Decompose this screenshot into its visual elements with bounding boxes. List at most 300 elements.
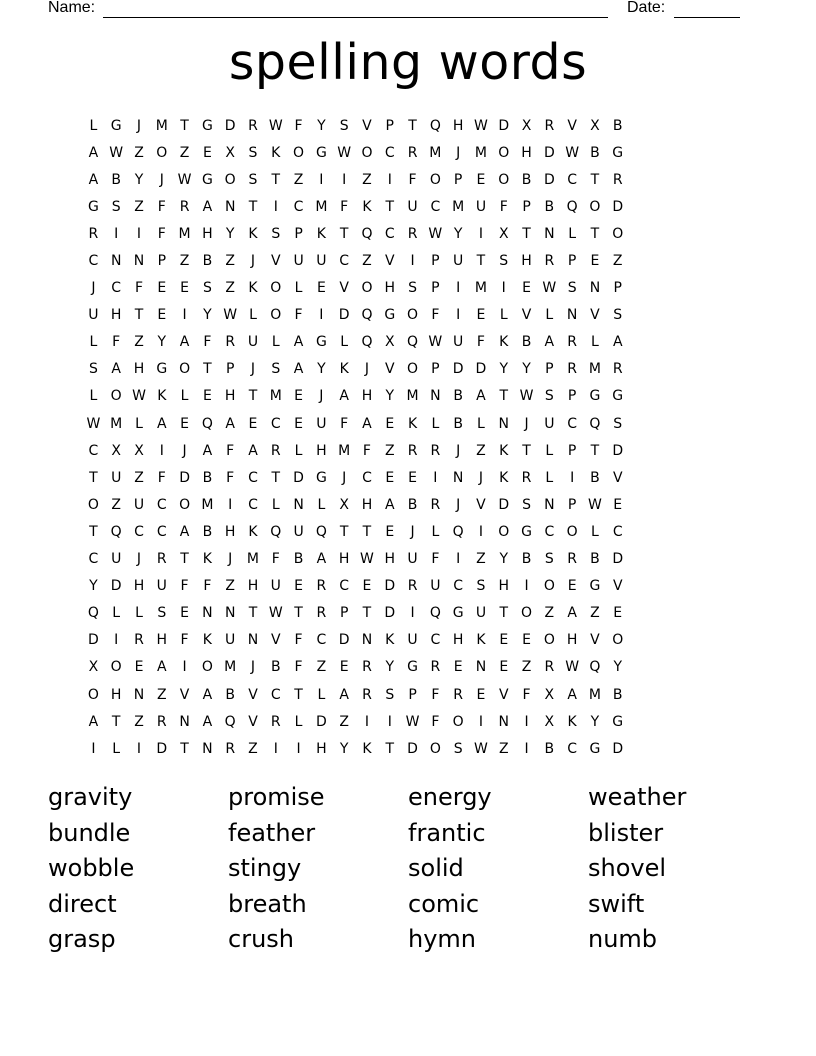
grid-letter: U	[407, 551, 418, 568]
grid-letter: W	[268, 117, 283, 134]
grid-letter: O	[179, 361, 191, 378]
grid-letter: S	[157, 605, 167, 622]
grid-letter: R	[156, 713, 167, 730]
grid-letter: Q	[452, 523, 464, 540]
grid-letter: J	[136, 551, 142, 568]
grid-letter: G	[384, 307, 396, 324]
grid-letter: I	[364, 713, 370, 730]
grid-letter: G	[612, 713, 624, 730]
grid-letter: O	[521, 605, 533, 622]
grid-letter: U	[453, 334, 464, 351]
grid-letter: I	[136, 225, 142, 242]
grid-letter: B	[293, 551, 304, 568]
grid-letter: F	[362, 442, 371, 459]
grid-letter: Z	[362, 171, 372, 188]
grid-letter: F	[180, 632, 189, 649]
grid-letter: Y	[339, 740, 349, 757]
grid-letter: Z	[134, 144, 144, 161]
grid-letter: Z	[156, 686, 167, 703]
grid-letter: T	[180, 740, 189, 757]
grid-letter: E	[453, 659, 463, 676]
grid-letter: H	[224, 388, 236, 405]
grid-letter: T	[89, 523, 98, 540]
grid-letter: T	[248, 605, 258, 622]
grid-letter: B	[111, 171, 121, 188]
grid-letter: O	[87, 686, 99, 703]
grid-letter: V	[362, 117, 372, 134]
grid-letter: U	[225, 632, 236, 649]
grid-letter: G	[452, 605, 464, 622]
grid-letter: C	[567, 415, 578, 432]
grid-letter: E	[157, 307, 167, 324]
grid-letter: V	[270, 632, 281, 649]
grid-letter: L	[431, 415, 440, 432]
grid-letter: I	[159, 442, 164, 459]
grid-letter: W	[474, 117, 488, 134]
grid-letter: J	[319, 388, 324, 405]
grid-letter: T	[89, 469, 98, 486]
grid-row	[82, 681, 629, 708]
grid-letter: C	[156, 523, 167, 540]
grid-letter: M	[269, 388, 282, 405]
grid-letter: R	[179, 198, 190, 215]
grid-letter: S	[385, 686, 395, 703]
grid-letter: X	[134, 442, 144, 459]
grid-letter: I	[478, 523, 484, 540]
grid-letter: H	[452, 632, 464, 649]
grid-letter: L	[568, 225, 577, 242]
grid-letter: E	[362, 578, 372, 595]
grid-letter: N	[202, 605, 213, 622]
grid-letter: P	[522, 198, 531, 215]
grid-letter: W	[474, 740, 488, 757]
grid-letter: C	[362, 469, 372, 486]
grid-letter: U	[156, 578, 167, 595]
grid-letter: G	[612, 144, 624, 161]
grid-letter: P	[225, 361, 235, 378]
grid-letter: W	[428, 334, 443, 351]
grid-row	[82, 491, 629, 518]
grid-letter: Z	[362, 253, 372, 270]
grid-letter: K	[202, 551, 212, 568]
grid-letter: B	[590, 551, 600, 568]
grid-letter: L	[317, 496, 326, 513]
grid-letter: U	[247, 334, 259, 351]
grid-letter: L	[477, 415, 485, 432]
grid-letter: B	[521, 171, 532, 188]
grid-letter: J	[524, 415, 529, 432]
grid-letter: H	[452, 117, 464, 134]
grid-letter: R	[567, 361, 577, 378]
grid-letter: I	[182, 307, 187, 324]
grid-letter: F	[157, 225, 166, 242]
grid-letter: I	[342, 171, 347, 188]
grid-letter: V	[590, 307, 600, 324]
grid-letter: T	[271, 171, 281, 188]
grid-letter: E	[613, 605, 623, 622]
grid-letter: L	[591, 523, 599, 540]
grid-letter: S	[499, 253, 509, 270]
grid-letter: H	[361, 496, 373, 513]
word-column	[408, 780, 588, 958]
word-list-item: blister	[588, 818, 664, 847]
grid-letter: O	[589, 198, 601, 215]
grid-letter: F	[499, 198, 508, 215]
grid-letter: E	[408, 469, 417, 486]
grid-letter: B	[453, 388, 463, 405]
grid-row	[82, 329, 629, 356]
grid-letter: G	[201, 171, 213, 188]
grid-letter: A	[88, 144, 99, 161]
grid-letter: N	[224, 605, 236, 622]
grid-letter: C	[293, 198, 304, 215]
grid-letter: K	[316, 225, 326, 242]
grid-letter: E	[499, 632, 509, 649]
grid-letter: W	[177, 171, 192, 188]
grid-letter: A	[88, 713, 99, 730]
grid-letter: N	[133, 253, 145, 270]
grid-letter: M	[246, 551, 260, 568]
grid-letter: Z	[225, 253, 235, 270]
grid-row	[82, 627, 629, 654]
grid-letter: V	[476, 496, 486, 513]
grid-letter: R	[453, 686, 464, 703]
grid-letter: V	[270, 253, 281, 270]
grid-letter: T	[248, 388, 258, 405]
grid-letter: N	[498, 415, 509, 432]
grid-letter: L	[545, 469, 554, 486]
grid-letter: S	[271, 361, 281, 378]
grid-letter: H	[110, 686, 122, 703]
grid-letter: A	[339, 388, 349, 405]
grid-letter: W	[519, 388, 534, 405]
grid-letter: W	[268, 605, 283, 622]
grid-letter: A	[202, 442, 213, 459]
grid-letter: D	[156, 740, 168, 757]
grid-letter: Y	[89, 578, 98, 595]
word-list-item: direct	[48, 889, 117, 918]
grid-letter: F	[340, 198, 349, 215]
grid-letter: O	[543, 578, 555, 595]
grid-letter: Z	[134, 198, 144, 215]
grid-letter: X	[111, 442, 121, 459]
grid-letter: P	[385, 117, 394, 134]
grid-letter: T	[339, 523, 349, 540]
grid-letter: Z	[339, 713, 349, 730]
grid-letter: L	[294, 713, 303, 730]
grid-letter: U	[430, 578, 441, 595]
grid-letter: V	[498, 686, 509, 703]
grid-letter: Q	[361, 225, 373, 242]
grid-letter: D	[407, 740, 418, 757]
grid-letter: C	[156, 496, 167, 513]
grid-letter: T	[180, 551, 189, 568]
grid-letter: C	[248, 496, 258, 513]
grid-letter: I	[478, 713, 484, 730]
grid-row	[82, 247, 629, 274]
grid-letter: F	[203, 334, 212, 351]
grid-letter: F	[476, 334, 485, 351]
grid-letter: P	[567, 388, 577, 405]
grid-letter: K	[385, 632, 395, 649]
grid-letter: G	[589, 740, 601, 757]
grid-letter: Z	[521, 659, 532, 676]
grid-letter: W	[109, 144, 124, 161]
grid-letter: U	[111, 469, 122, 486]
grid-letter: K	[476, 632, 486, 649]
grid-letter: V	[339, 280, 349, 297]
grid-letter: L	[545, 307, 554, 324]
grid-letter: F	[157, 198, 166, 215]
grid-letter: T	[294, 686, 303, 703]
grid-letter: U	[544, 415, 555, 432]
grid-letter: P	[339, 605, 349, 622]
grid-letter: E	[339, 659, 349, 676]
grid-letter: S	[544, 551, 554, 568]
grid-letter: H	[133, 578, 145, 595]
grid-letter: E	[202, 144, 212, 161]
grid-letter: I	[387, 713, 392, 730]
grid-letter: D	[498, 496, 510, 513]
grid-letter: T	[203, 361, 212, 378]
grid-row	[82, 356, 629, 383]
grid-letter: V	[612, 578, 623, 595]
grid-letter: O	[452, 713, 464, 730]
grid-letter: A	[476, 388, 486, 405]
grid-letter: K	[407, 415, 418, 432]
grid-row	[82, 193, 629, 220]
grid-letter: W	[565, 659, 580, 676]
grid-letter: U	[407, 198, 418, 215]
grid-letter: D	[224, 117, 236, 134]
grid-letter: L	[431, 523, 440, 540]
grid-letter: F	[112, 334, 121, 351]
grid-letter: O	[429, 171, 441, 188]
grid-letter: L	[89, 117, 98, 134]
grid-letter: E	[522, 632, 531, 649]
grid-row	[82, 654, 629, 681]
grid-letter: L	[591, 334, 599, 351]
grid-letter: Y	[522, 361, 531, 378]
grid-letter: U	[407, 632, 418, 649]
word-list-item: weather	[588, 783, 687, 811]
grid-letter: C	[88, 253, 99, 270]
grid-letter: Z	[612, 253, 623, 270]
grid-letter: S	[613, 307, 623, 324]
grid-letter: R	[430, 659, 441, 676]
word-list-item: breath	[228, 889, 307, 918]
word-list-item: shovel	[588, 854, 667, 882]
grid-letter: C	[567, 740, 578, 757]
grid-letter: V	[248, 686, 258, 703]
grid-letter: O	[110, 659, 122, 676]
grid-letter: H	[384, 551, 396, 568]
grid-letter: S	[544, 388, 554, 405]
grid-letter: I	[114, 225, 119, 242]
grid-letter: K	[248, 225, 258, 242]
grid-letter: P	[157, 253, 167, 270]
grid-letter: A	[316, 551, 327, 568]
grid-letter: J	[456, 442, 461, 459]
grid-letter: Z	[134, 713, 144, 730]
grid-letter: A	[202, 713, 213, 730]
grid-letter: C	[544, 523, 555, 540]
grid-letter: G	[87, 198, 99, 215]
grid-letter: E	[613, 496, 623, 513]
grid-letter: N	[224, 198, 236, 215]
grid-letter: Q	[224, 713, 236, 730]
grid-letter: U	[316, 253, 327, 270]
grid-letter: C	[88, 551, 99, 568]
grid-letter: I	[456, 280, 461, 297]
grid-letter: A	[293, 334, 304, 351]
grid-letter: R	[316, 578, 327, 595]
grid-letter: T	[362, 523, 372, 540]
grid-letter: A	[202, 686, 213, 703]
grid-letter: X	[384, 334, 395, 351]
grid-letter: K	[362, 740, 372, 757]
grid-letter: P	[567, 442, 577, 459]
grid-letter: A	[567, 686, 577, 703]
grid-letter: B	[270, 659, 281, 676]
grid-letter: B	[225, 686, 235, 703]
name-blank-line	[103, 17, 608, 18]
grid-letter: T	[339, 225, 349, 242]
grid-letter: X	[88, 659, 99, 676]
grid-letter: A	[88, 171, 99, 188]
grid-letter: D	[88, 632, 99, 649]
grid-letter: D	[612, 442, 624, 459]
grid-letter: E	[522, 280, 531, 297]
grid-letter: W	[360, 551, 374, 568]
grid-letter: P	[613, 280, 622, 297]
grid-letter: K	[499, 334, 509, 351]
grid-letter: W	[337, 144, 352, 161]
grid-letter: G	[407, 659, 418, 676]
grid-letter: T	[248, 198, 258, 215]
word-list-item: crush	[228, 925, 294, 953]
grid-letter: I	[136, 740, 142, 757]
grid-letter: J	[228, 551, 233, 568]
grid-letter: P	[408, 686, 417, 703]
grid-letter: I	[433, 469, 438, 486]
grid-letter: U	[475, 198, 487, 215]
grid-letter: Z	[384, 442, 395, 459]
grid-letter: D	[338, 307, 350, 324]
grid-letter: Y	[225, 225, 235, 242]
grid-letter: T	[522, 442, 531, 459]
grid-letter: H	[316, 740, 327, 757]
grid-letter: E	[202, 388, 212, 405]
grid-letter: G	[201, 117, 213, 134]
grid-letter: Y	[203, 307, 212, 324]
grid-letter: M	[474, 144, 487, 161]
word-list-item: hymn	[408, 925, 477, 953]
grid-letter: T	[294, 605, 303, 622]
grid-letter: G	[612, 388, 624, 405]
grid-letter: L	[112, 605, 121, 622]
grid-letter: Z	[476, 551, 486, 568]
grid-letter: Q	[201, 415, 213, 432]
grid-letter: Y	[157, 334, 167, 351]
grid-letter: W	[405, 713, 420, 730]
grid-letter: N	[179, 713, 190, 730]
grid-letter: R	[270, 713, 281, 730]
grid-letter: K	[339, 361, 349, 378]
grid-letter: E	[180, 415, 190, 432]
grid-letter: Z	[544, 605, 555, 622]
grid-letter: L	[249, 307, 257, 324]
grid-letter: I	[478, 225, 484, 242]
grid-letter: P	[431, 361, 440, 378]
grid-letter: U	[111, 551, 122, 568]
worksheet-header	[48, 0, 748, 22]
grid-letter: T	[408, 117, 417, 134]
grid-letter: T	[499, 605, 509, 622]
grid-letter: A	[202, 198, 213, 215]
grid-letter: K	[157, 388, 167, 405]
grid-letter: M	[178, 225, 191, 242]
grid-letter: T	[590, 442, 600, 459]
grid-letter: T	[134, 307, 144, 324]
grid-letter: A	[248, 442, 258, 459]
grid-letter: O	[407, 307, 419, 324]
grid-letter: H	[110, 307, 122, 324]
grid-row	[82, 600, 629, 627]
grid-letter: O	[110, 388, 122, 405]
grid-letter: F	[294, 307, 303, 324]
grid-letter: R	[567, 334, 577, 351]
grid-letter: S	[453, 740, 463, 757]
grid-letter: B	[612, 686, 623, 703]
grid-letter: J	[456, 144, 461, 161]
grid-letter: O	[224, 171, 236, 188]
grid-letter: N	[361, 632, 373, 649]
grid-letter: E	[385, 523, 395, 540]
grid-letter: A	[111, 361, 121, 378]
grid-letter: D	[452, 361, 464, 378]
grid-letter: C	[316, 632, 327, 649]
grid-letter: D	[612, 740, 624, 757]
grid-letter: C	[430, 632, 441, 649]
grid-letter: R	[430, 496, 441, 513]
grid-letter: D	[612, 198, 624, 215]
grid-letter: S	[202, 280, 212, 297]
grid-letter: R	[567, 551, 577, 568]
grid-letter: Z	[179, 253, 190, 270]
grid-letter: S	[408, 280, 417, 297]
grid-letter: O	[498, 144, 510, 161]
grid-letter: H	[521, 144, 532, 161]
grid-letter: A	[157, 415, 167, 432]
grid-letter: A	[339, 686, 349, 703]
grid-row	[82, 518, 629, 545]
name-label: Name:	[48, 0, 96, 16]
grid-letter: Z	[316, 659, 327, 676]
grid-letter: S	[522, 496, 531, 513]
grid-letter: W	[542, 280, 557, 297]
grid-letter: X	[544, 713, 555, 730]
grid-letter: S	[567, 280, 577, 297]
word-list-item: comic	[408, 889, 480, 918]
grid-letter: E	[316, 280, 326, 297]
grid-letter: T	[362, 605, 372, 622]
grid-letter: T	[180, 117, 189, 134]
grid-letter: M	[474, 280, 487, 297]
grid-letter: I	[524, 740, 529, 757]
grid-letter: L	[499, 307, 508, 324]
grid-letter: B	[612, 117, 623, 134]
